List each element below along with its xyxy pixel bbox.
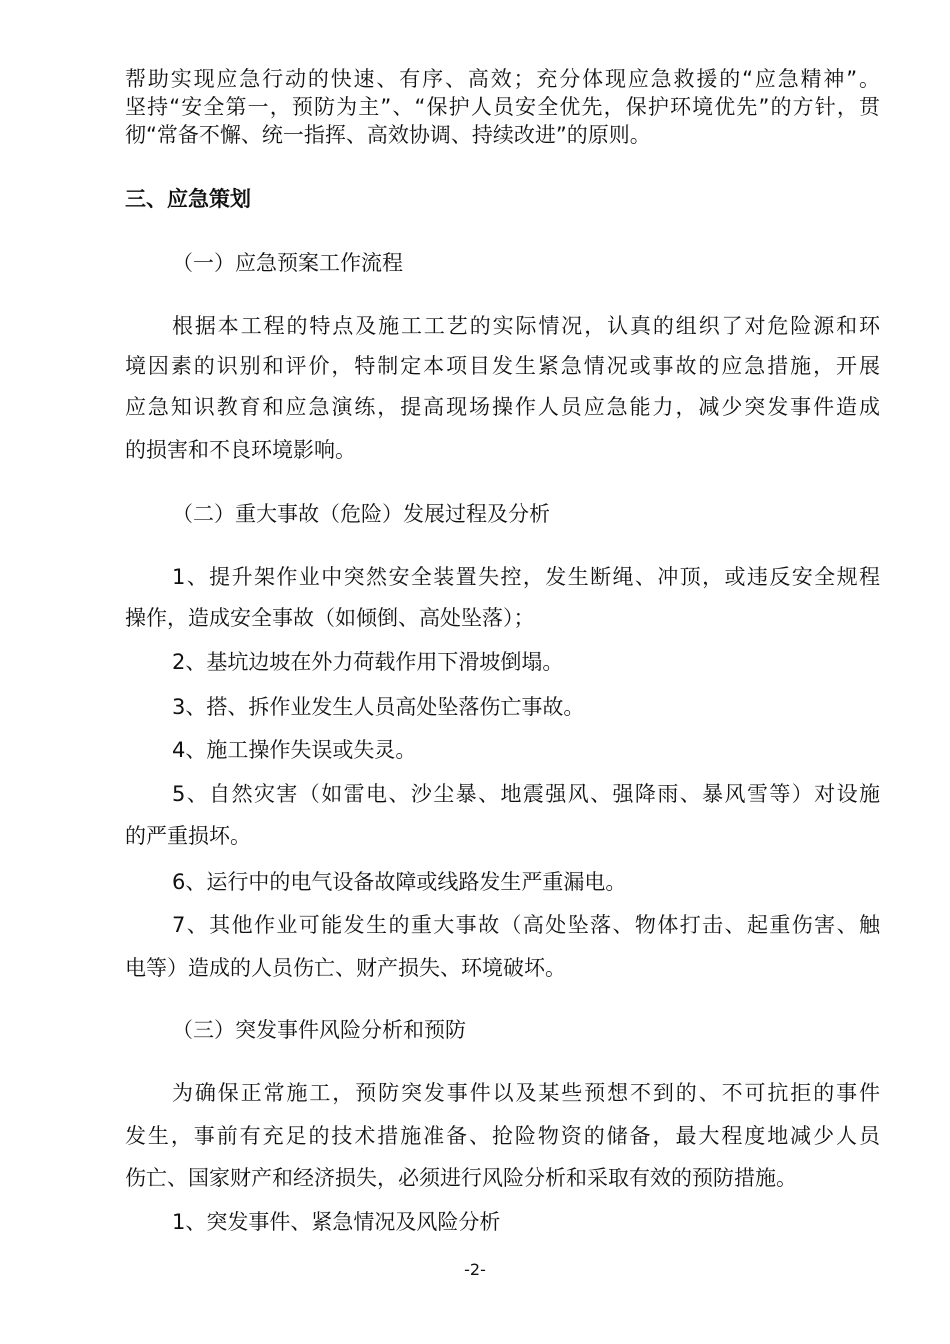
list-item: 3、搭、拆作业发生人员高处坠落伤亡事故。 [172, 695, 585, 719]
list-item: 4、施工操作失误或失灵。 [172, 738, 417, 762]
paragraph-line: 的损害和不良环境影响。 [125, 438, 356, 462]
intro-line: 坚持“安全第一，预防为主”、“保护人员安全优先，保护环境优先”的方针，贯 [125, 95, 880, 119]
paragraph-line: 为确保正常施工，预防突发事件以及某些预想不到的、不可抗拒的事件 [172, 1081, 880, 1105]
paragraph-line: 境因素的识别和评价，特制定本项目发生紧急情况或事故的应急措施，开展 [125, 354, 880, 378]
list-item: 5、自然灾害（如雷电、沙尘暴、地震强风、强降雨、暴风雪等）对设施 [172, 782, 880, 806]
paragraph-line: 根据本工程的特点及施工工艺的实际情况，认真的组织了对危险源和环 [172, 314, 880, 338]
list-item: 2、基坑边坡在外力荷载作用下滑坡倒塌。 [172, 650, 564, 674]
paragraph-line: 应急知识教育和应急演练，提高现场操作人员应急能力，减少突发事件造成 [125, 395, 880, 419]
subsection-heading: （三）突发事件风险分析和预防 [172, 1018, 466, 1042]
paragraph-line: 发生，事前有充足的技术措施准备、抢险物资的储备，最大程度地减少人员 [125, 1124, 880, 1148]
list-item: 7、其他作业可能发生的重大事故（高处坠落、物体打击、起重伤害、触 [172, 913, 880, 937]
subsection-heading: （一）应急预案工作流程 [172, 251, 403, 275]
list-item: 的严重损坏。 [125, 824, 251, 848]
page-number: -2- [464, 1260, 486, 1279]
list-item: 6、运行中的电气设备故障或线路发生严重漏电。 [172, 870, 627, 894]
paragraph-line: 伤亡、国家财产和经济损失，必须进行风险分析和采取有效的预防措施。 [125, 1166, 797, 1190]
list-item: 1、提升架作业中突然安全装置失控，发生断绳、冲顶，或违反安全规程 [172, 565, 880, 589]
list-item: 电等）造成的人员伤亡、财产损失、环境破坏。 [125, 956, 566, 980]
list-item: 1、突发事件、紧急情况及风险分析 [172, 1210, 501, 1234]
subsection-heading: （二）重大事故（危险）发展过程及分析 [172, 502, 550, 526]
intro-line: 彻“常备不懈、统一指挥、高效协调、持续改进”的原则。 [125, 123, 651, 147]
list-item: 操作，造成安全事故（如倾倒、高处坠落）； [125, 606, 535, 630]
section-heading: 三、应急策划 [125, 187, 251, 211]
intro-line: 帮助实现应急行动的快速、有序、高效；充分体现应急救援的“应急精神”。 [125, 67, 880, 91]
